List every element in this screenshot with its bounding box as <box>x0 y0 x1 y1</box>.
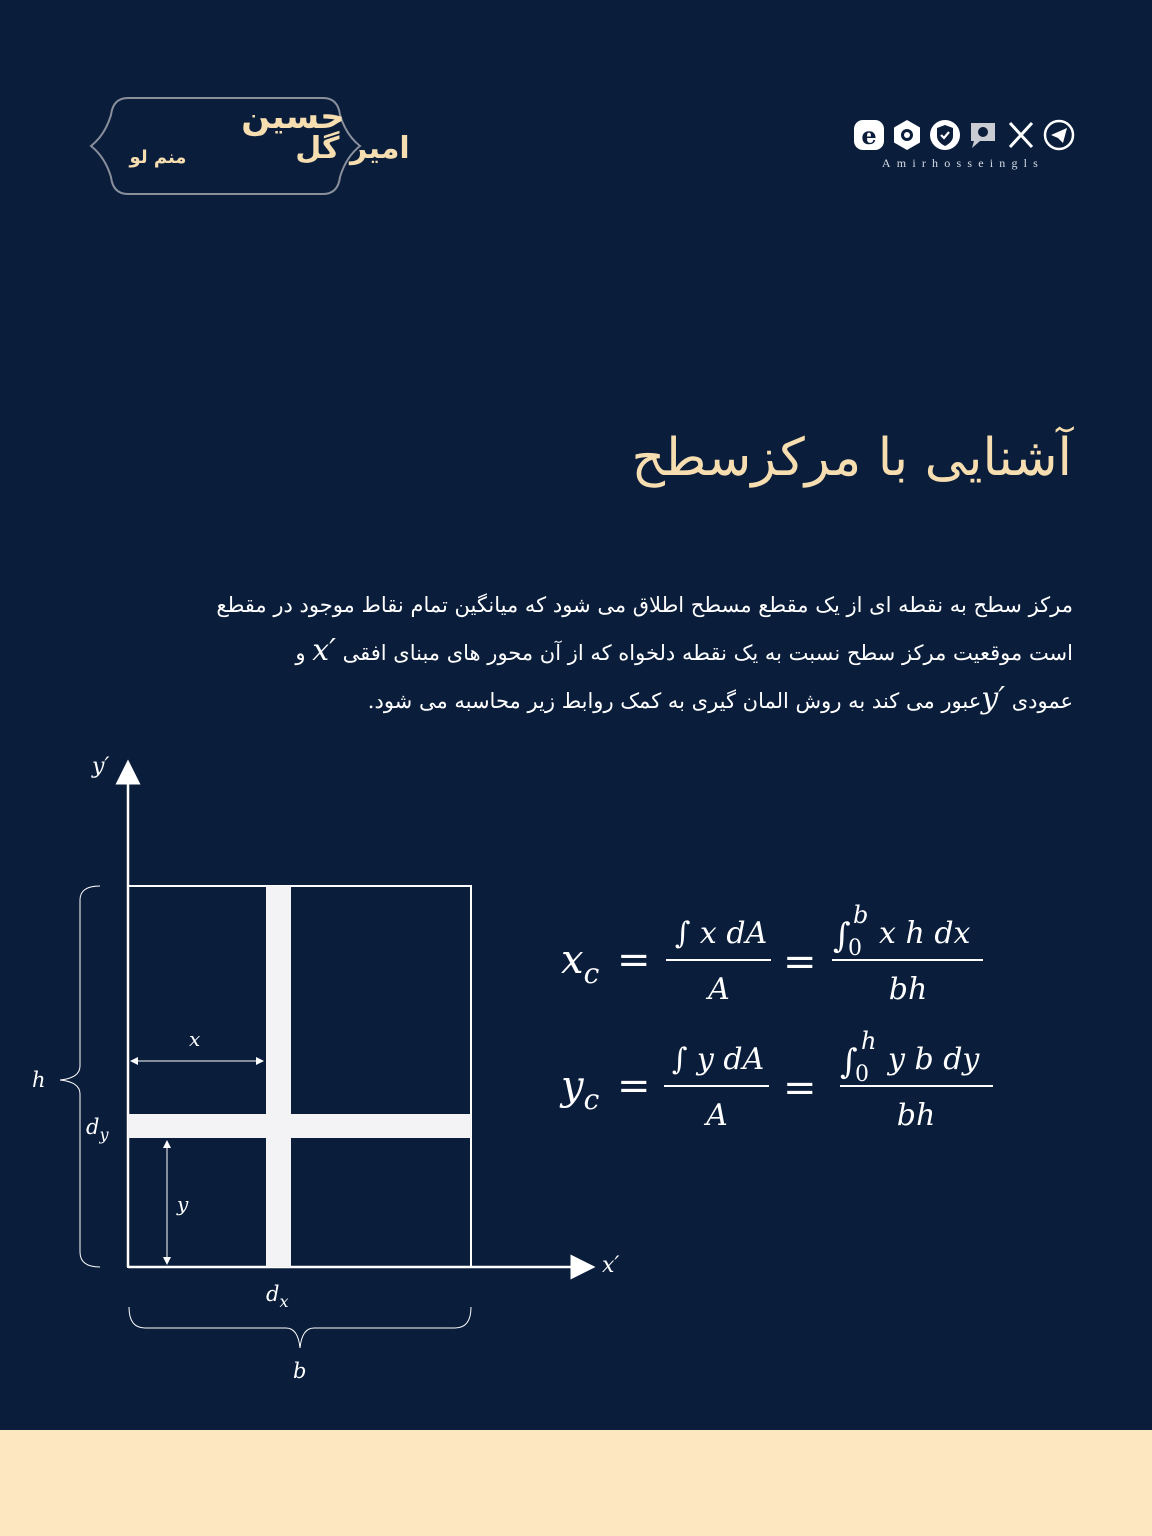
yc-num-1: ∫ y dA <box>671 1042 765 1077</box>
paragraph-line-3-start: عمودی <box>1005 689 1073 713</box>
yc-equals-1: = <box>617 1063 651 1109</box>
xc-den-1: A <box>708 972 730 1007</box>
page-title: آشنایی با مرکزسطح <box>631 428 1072 488</box>
yc-equals-2: = <box>783 1065 817 1111</box>
x-prime-symbol: x′ <box>312 633 336 668</box>
vertical-strip <box>266 886 291 1267</box>
brand-logo <box>88 95 410 197</box>
dy-label: $d_y$ <box>86 1115 109 1144</box>
y-axis-label: y′ <box>92 754 110 779</box>
dx-label: $d_x$ <box>266 1282 289 1311</box>
yc-den-2: bh <box>896 1098 936 1133</box>
x-dimension-label: x <box>189 1027 201 1051</box>
yc-lhs: $y_c$ <box>561 1063 600 1116</box>
y-prime-symbol: y′ <box>981 681 1006 716</box>
svg-text:e: e <box>861 121 877 150</box>
yc-num-2: y b dy <box>888 1042 980 1077</box>
yc-den-1: A <box>706 1098 728 1133</box>
y-dimension-label: y <box>177 1192 189 1216</box>
paragraph-line-1: مرکز سطح به نقطه ای از یک مقطع مسطح اطلاق می شود که میانگین تمام نقاط موجود در مقطع <box>216 593 1073 617</box>
xc-equals-1: = <box>617 937 651 983</box>
footer-band <box>0 1430 1152 1536</box>
xc-integral-sign: ∫ <box>833 916 851 956</box>
xc-int-lower: 0 <box>848 936 862 961</box>
h-brace <box>60 886 100 1267</box>
social-handle: Amirhosseingls <box>881 156 1045 170</box>
e-icon[interactable] <box>852 118 886 152</box>
xc-equals-2: = <box>783 939 817 985</box>
xc-num-2: x h dx <box>879 916 971 951</box>
yc-int-upper: h <box>861 1027 877 1055</box>
snowflake-icon[interactable] <box>890 118 924 152</box>
logo-text-mid: امیر گل <box>295 131 410 166</box>
paragraph-line-2 <box>100 628 1073 676</box>
xc-int-upper: b <box>853 901 869 929</box>
paragraph-line-2-end: و <box>295 641 313 665</box>
h-label: h <box>32 1068 46 1092</box>
yc-integral-sign: ∫ <box>840 1042 858 1082</box>
intro-paragraph <box>100 582 1073 724</box>
b-label: b <box>293 1359 307 1383</box>
paragraph-line-2-text: است موقعیت مرکز سطح نسبت به یک نقطه دلخواه که از آن محور های مبنای افقی <box>335 641 1073 665</box>
centroid-formulas <box>555 895 1035 1145</box>
shield-check-icon[interactable] <box>928 118 962 152</box>
paragraph-line-3 <box>100 676 1073 724</box>
x-axis-label: x′ <box>602 1253 620 1278</box>
horizontal-strip <box>128 1114 471 1138</box>
telegram-icon[interactable] <box>1042 118 1076 152</box>
xc-den-2: bh <box>888 972 928 1007</box>
yc-int-lower: 0 <box>855 1062 869 1087</box>
logo-text-top: حسین <box>241 97 345 137</box>
xc-num-1: ∫ x dA <box>674 916 768 951</box>
social-links <box>852 118 1074 171</box>
logo-text-low: منم لو <box>129 147 187 168</box>
x-icon[interactable] <box>1004 118 1038 152</box>
xc-lhs: $x_c$ <box>561 937 600 990</box>
paragraph-line-3-text: عبور می کند به روش المان گیری به کمک روابط زیر محاسبه می شود. <box>367 689 982 713</box>
b-brace <box>129 1307 471 1348</box>
chat-icon[interactable] <box>966 118 1000 152</box>
